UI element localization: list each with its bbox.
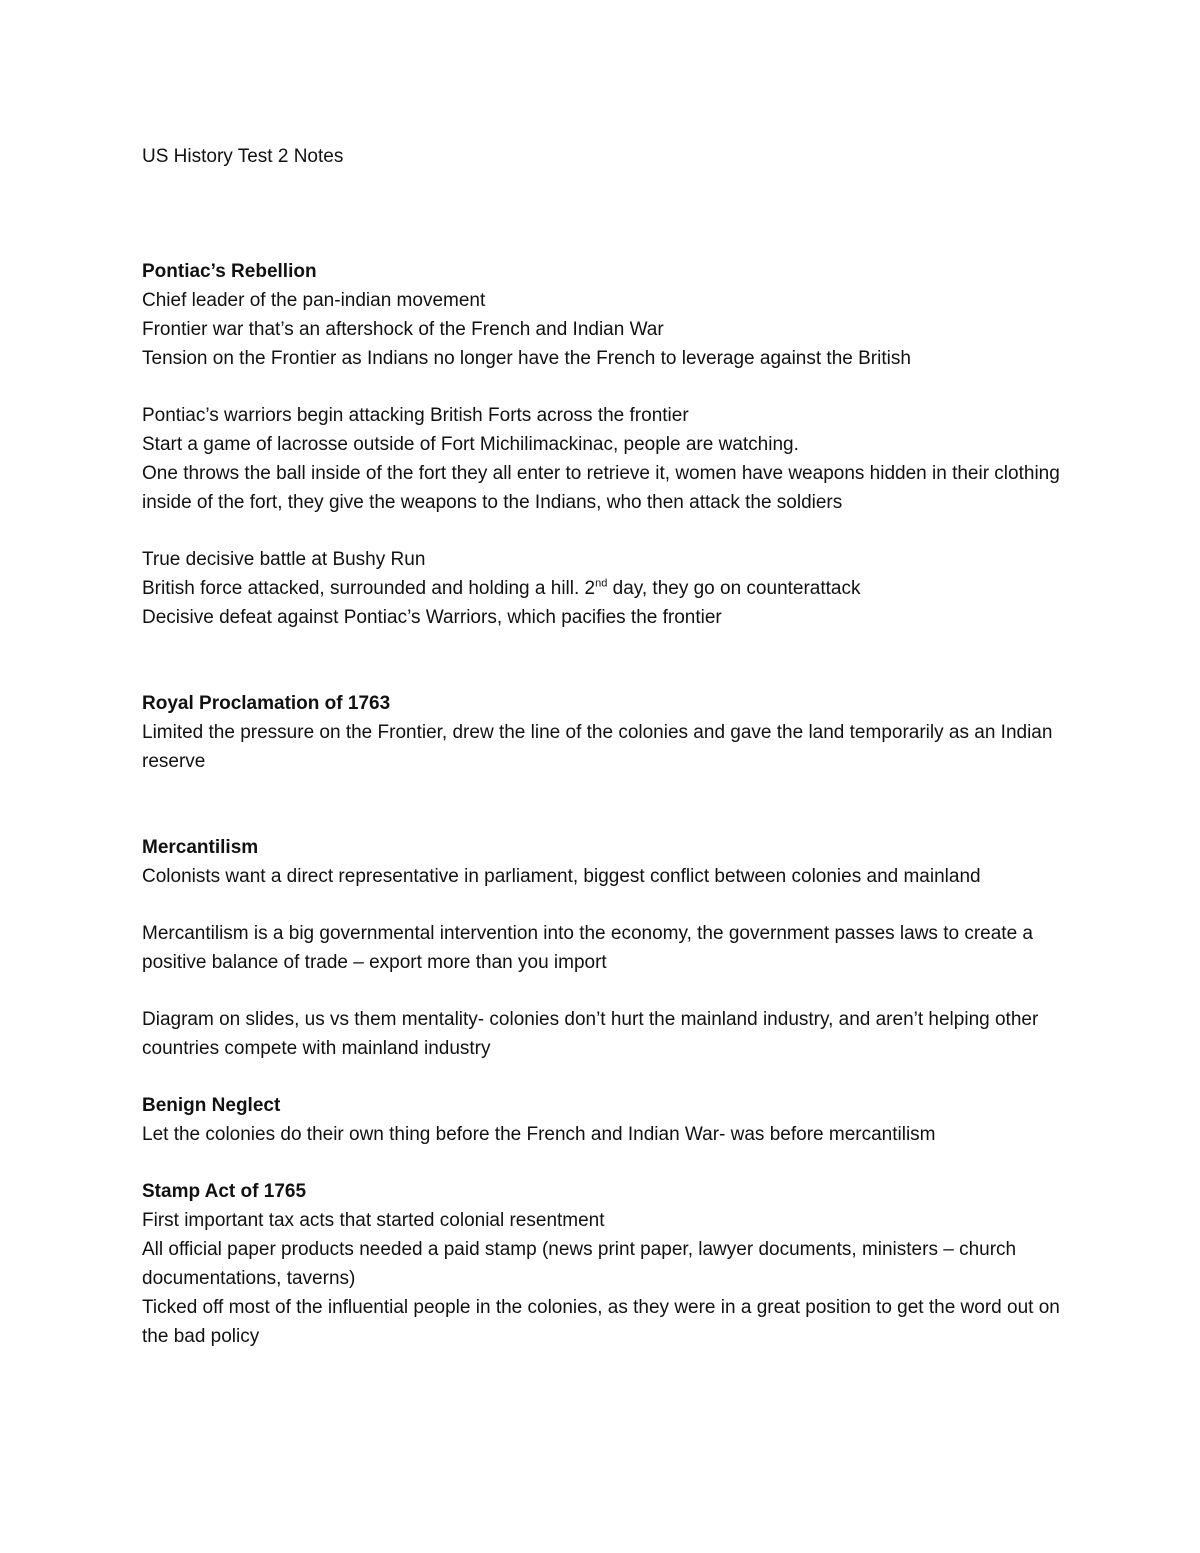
text-line: Pontiac’s warriors begin attacking British Forts across the frontier bbox=[142, 405, 689, 426]
section-stamp-act bbox=[142, 1177, 1072, 1351]
section-mercantilism bbox=[142, 833, 1072, 1063]
section-benign-neglect bbox=[142, 1091, 1072, 1149]
section-heading: Mercantilism bbox=[142, 837, 259, 858]
text-segment: British force attacked, surrounded and holding a hill. 2 bbox=[142, 578, 596, 599]
text-line: Tension on the Frontier as Indians no longer have the French to leverage against the British bbox=[142, 348, 911, 369]
section-heading: Benign Neglect bbox=[142, 1095, 281, 1116]
section-heading: Stamp Act of 1765 bbox=[142, 1181, 307, 1202]
text-paragraph: Mercantilism is a big governmental intervention into the economy, the government passes laws to create a positive balance of trade – export more than you import bbox=[142, 923, 1033, 973]
text-paragraph: One throws the ball inside of the fort they all enter to retrieve it, women have weapons hidden in their clothing inside of the fort, they give the weapons to the Indians, who then attack the soldiers bbox=[142, 463, 1060, 513]
text-line: Chief leader of the pan-indian movement bbox=[142, 290, 486, 311]
text-line: Let the colonies do their own thing before the French and Indian War- was before mercantilism bbox=[142, 1124, 936, 1145]
section-heading: Royal Proclamation of 1763 bbox=[142, 693, 391, 714]
text-paragraph: All official paper products needed a paid stamp (news print paper, lawyer documents, ministers – church documentations, taverns) bbox=[142, 1239, 1017, 1289]
text-paragraph: Limited the pressure on the Frontier, drew the line of the colonies and gave the land temporarily as an Indian reserve bbox=[142, 722, 1053, 772]
section-heading: Pontiac’s Rebellion bbox=[142, 261, 317, 282]
text-segment: day, they go on counterattack bbox=[607, 578, 861, 599]
text-line: Decisive defeat against Pontiac’s Warriors, which pacifies the frontier bbox=[142, 607, 722, 628]
section-pontiacs-rebellion bbox=[142, 257, 1072, 632]
document-title: US History Test 2 Notes bbox=[142, 146, 344, 167]
text-line-with-superscript bbox=[142, 574, 1072, 603]
superscript: nd bbox=[595, 577, 608, 590]
text-paragraph: Diagram on slides, us vs them mentality- colonies don’t hurt the mainland industry, and aren’t helping other countries compete with mainland industry bbox=[142, 1009, 1039, 1059]
text-line: Start a game of lacrosse outside of Fort Michilimackinac, people are watching. bbox=[142, 434, 799, 455]
document-body bbox=[142, 257, 1072, 1351]
text-line: True decisive battle at Bushy Run bbox=[142, 549, 426, 570]
section-royal-proclamation bbox=[142, 689, 1072, 776]
text-line: First important tax acts that started colonial resentment bbox=[142, 1210, 605, 1231]
text-paragraph: Ticked off most of the influential people in the colonies, as they were in a great position to get the word out on the bad policy bbox=[142, 1297, 1060, 1347]
text-line: Frontier war that’s an aftershock of the French and Indian War bbox=[142, 319, 664, 340]
text-paragraph: Colonists want a direct representative in parliament, biggest conflict between colonies and mainland bbox=[142, 866, 981, 887]
